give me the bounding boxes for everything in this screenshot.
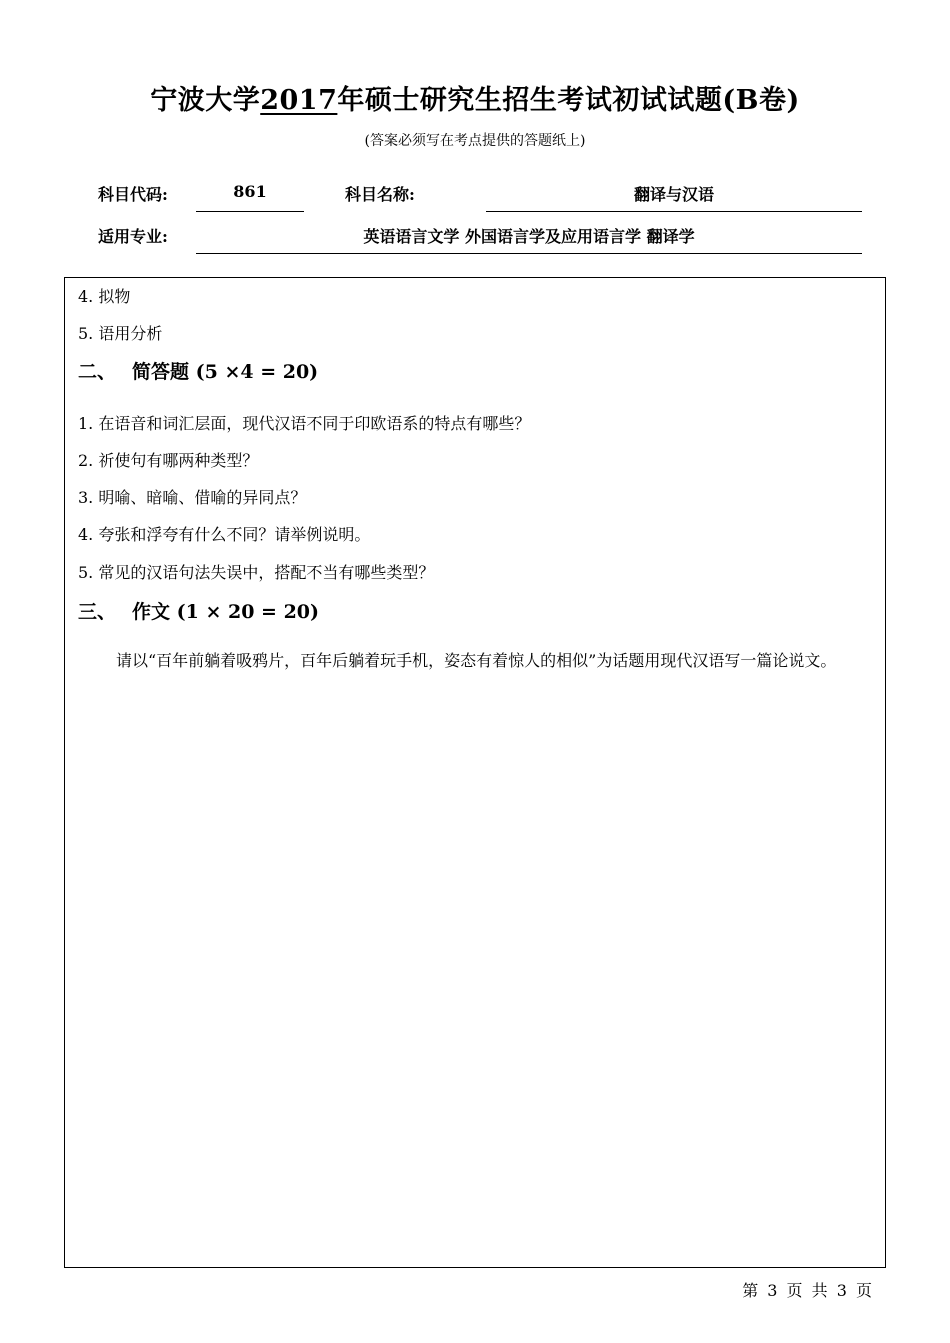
essay-prompt: 请以“百年前躺着吸鸦片，百年后躺着玩手机，姿态有着惊人的相似”为话题用现代汉语写一篇论说文。 bbox=[116, 651, 837, 670]
subject-code-value: 861 bbox=[233, 182, 267, 201]
section1-item-5: 5. 语用分析 bbox=[78, 324, 163, 343]
subject-code-label: 科目代码: bbox=[98, 185, 168, 204]
section3-title: 作文 (1 × 20 = 20) bbox=[132, 601, 319, 623]
page-indicator: 第 3 页 共 3 页 bbox=[742, 1281, 872, 1300]
major-value: 英语语言文学 外国语言学及应用语言学 翻译学 bbox=[363, 227, 695, 246]
section2-number: 二、 bbox=[78, 361, 117, 383]
major-underline bbox=[196, 253, 862, 254]
subject-name-underline bbox=[486, 211, 862, 212]
exam-title bbox=[0, 78, 950, 117]
section2-heading bbox=[78, 357, 318, 384]
subject-name-label: 科目名称: bbox=[345, 185, 415, 204]
section2-question-1: 1. 在语音和词汇层面，现代汉语不同于印欧语系的特点有哪些？ bbox=[78, 414, 531, 433]
title-prefix: 宁波大学 bbox=[150, 85, 261, 116]
section2-question-2: 2. 祈使句有哪两种类型？ bbox=[78, 451, 259, 470]
section2-question-4: 4. 夸张和浮夸有什么不同？请举例说明。 bbox=[78, 525, 371, 544]
section2-title: 简答题 (5 ×4 = 20) bbox=[132, 361, 319, 383]
section3-heading bbox=[78, 597, 319, 624]
major-label: 适用专业: bbox=[98, 227, 168, 246]
title-suffix: 年硕士研究生招生考试初试试题(B卷) bbox=[337, 85, 800, 116]
exam-subtitle: (答案必须写在考点提供的答题纸上) bbox=[364, 133, 586, 149]
subject-code-underline bbox=[196, 211, 304, 212]
section3-number: 三、 bbox=[78, 601, 117, 623]
section2-question-5: 5. 常见的汉语句法失误中，搭配不当有哪些类型？ bbox=[78, 563, 435, 582]
section2-question-3: 3. 明喻、暗喻、借喻的异同点？ bbox=[78, 488, 307, 507]
section1-item-4: 4. 拟物 bbox=[78, 287, 131, 306]
subject-name-value: 翻译与汉语 bbox=[633, 185, 714, 204]
title-year: 2017 bbox=[260, 85, 338, 116]
